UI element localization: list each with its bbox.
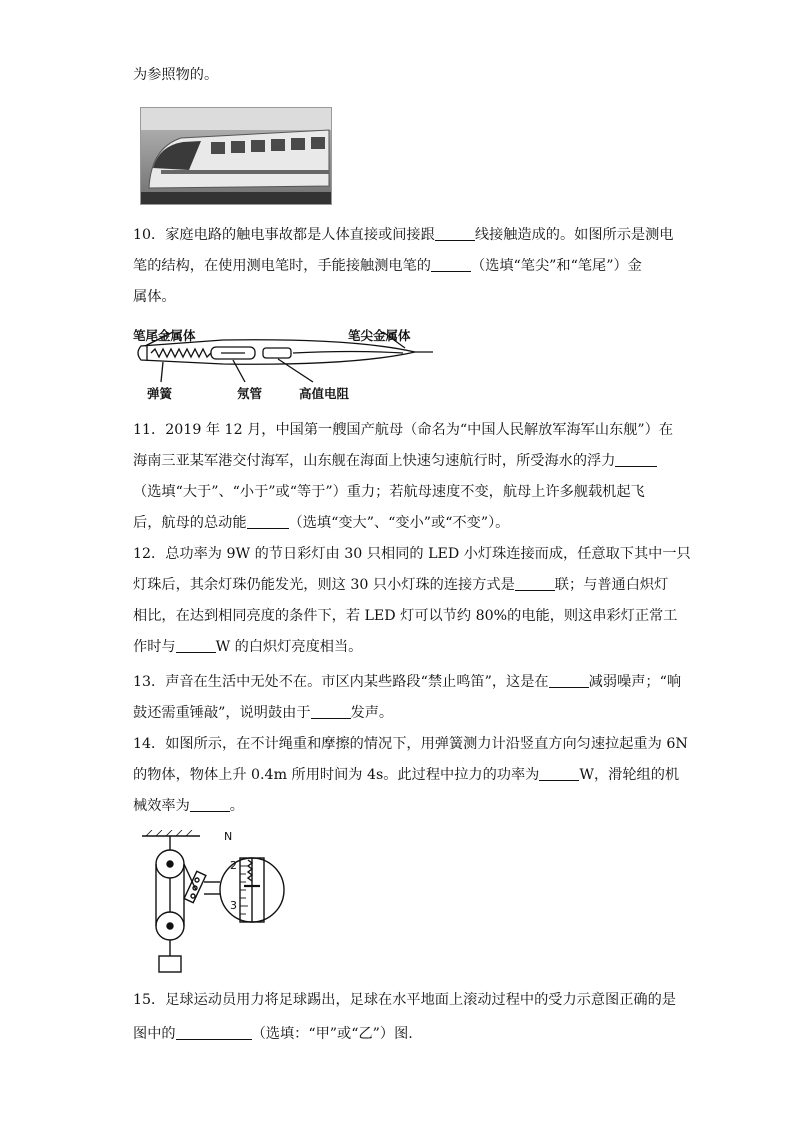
question-13-line-1 (133, 672, 681, 692)
line-text: 为参照物的。 (133, 67, 219, 83)
question-11-line-2 (133, 451, 657, 471)
pen-tip-label: 笔尖金属体 (348, 328, 411, 343)
line-text: W 的白炽灯亮度相当。 (215, 639, 363, 655)
question-15-line-1 (133, 990, 676, 1010)
pulley-figure (140, 830, 290, 980)
scale-mark-2: 2 (230, 859, 237, 872)
answer-blank[interactable] (615, 452, 657, 467)
answer-blank[interactable] (190, 797, 230, 812)
answer-blank[interactable] (515, 576, 555, 591)
question-12-line-2 (133, 575, 668, 595)
answer-blank[interactable] (176, 638, 216, 653)
question-11-line-1 (133, 420, 673, 440)
question-14-line-3 (133, 796, 244, 816)
answer-blank[interactable] (549, 673, 589, 688)
line-text: 鼓还需重锤敲”，说明鼓由于 (133, 705, 311, 721)
train-photo (140, 107, 332, 205)
answer-blank[interactable] (176, 1025, 252, 1040)
line-text: 相比，在达到相同亮度的条件下，若 LED 灯可以节约 80%的电能，则这串彩灯正常工 (133, 608, 678, 624)
question-15-line-2 (133, 1024, 413, 1044)
line-text: 笔的结构，在使用测电笔时，手能接触测电笔的 (133, 258, 431, 274)
answer-blank[interactable] (435, 226, 475, 241)
text-line (133, 65, 218, 85)
line-text: 联；与普通白炽灯 (554, 577, 669, 593)
line-text: 10．家庭电路的触电事故都是人体直接或间接跟 (133, 227, 435, 243)
line-text: 11．2019 年 12 月，中国第一艘国产航母（命名为“中国人民解放军海军山东舰”）在 (133, 422, 674, 438)
neon-tube-label: 氖管 (237, 386, 263, 401)
question-13-line-2 (133, 703, 393, 723)
answer-blank[interactable] (311, 704, 351, 719)
pen-tail-label: 笔尾金属体 (133, 328, 196, 343)
line-text: （选填：“甲”或“乙”）图. (251, 1026, 413, 1042)
line-text: 14．如图所示，在不计绳重和摩擦的情况下，用弹簧测力计沿竖直方向匀速拉起重为 6N (133, 736, 688, 752)
question-14-line-1 (133, 734, 688, 754)
question-14-line-2 (133, 765, 679, 785)
question-10-line-3 (133, 287, 176, 307)
line-text: 发声。 (350, 705, 394, 721)
line-text: 灯珠后，其余灯珠仍能发光，则这 30 只小灯珠的连接方式是 (133, 577, 515, 593)
test-pen-figure (133, 326, 453, 402)
scale-unit-label: N (224, 830, 233, 843)
answer-blank[interactable] (539, 766, 579, 781)
question-10-line-1 (133, 225, 673, 245)
spring-label: 弹簧 (147, 386, 173, 401)
question-12-line-4 (133, 637, 362, 657)
answer-blank[interactable] (431, 257, 471, 272)
line-text: 15．足球运动员用力将足球踢出，足球在水平地面上滚动过程中的受力示意图正确的是 (133, 992, 676, 1008)
line-text: 械效率为 (133, 798, 190, 814)
line-text: 图中的 (133, 1026, 176, 1042)
scale-mark-3: 3 (230, 899, 237, 912)
line-text: 海南三亚某军港交付海军，山东舰在海面上快速匀速航行时，所受海水的浮力 (133, 453, 616, 469)
answer-blank[interactable] (247, 514, 289, 529)
line-text: 属体。 (133, 289, 176, 305)
question-12-line-1 (133, 544, 691, 564)
question-11-line-3 (133, 482, 645, 502)
question-10-line-2 (133, 256, 642, 276)
line-text: （选填“笔尖”和“笔尾”）金 (470, 258, 642, 274)
question-12-line-3 (133, 606, 677, 626)
line-text: （选填“变大”、“变小”或“不变”）。 (288, 515, 510, 531)
line-text: W，滑轮组的机 (579, 767, 680, 783)
line-text: 12．总功率为 9W 的节日彩灯由 30 只相同的 LED 小灯珠连接而成，任意取下其中一只 (133, 546, 691, 562)
line-text: 后，航母的总动能 (133, 515, 247, 531)
line-text: （选填“大于”、“小于”或“等于”）重力；若航母速度不变，航母上许多舰载机起飞 (133, 484, 645, 500)
question-11-line-4 (133, 513, 509, 533)
resistor-label: 高值电阻 (299, 386, 350, 401)
line-text: 减弱噪声；“响 (588, 674, 682, 690)
line-text: 13．声音在生活中无处不在。市区内某些路段“禁止鸣笛”，这是在 (133, 674, 549, 690)
line-text: 作时与 (133, 639, 176, 655)
line-text: 线接触造成的。如图所示是测电 (474, 227, 674, 243)
line-text: 。 (229, 798, 244, 814)
line-text: 的物体，物体上升 0.4m 所用时间为 4s。此过程中拉力的功率为 (133, 767, 540, 783)
